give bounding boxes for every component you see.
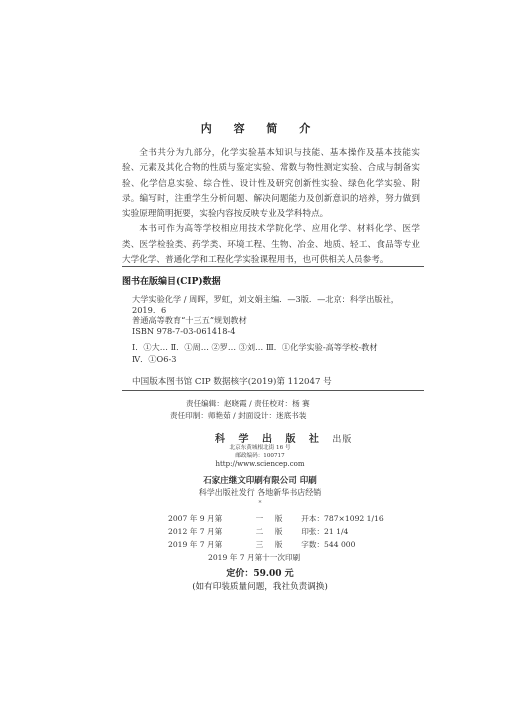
summary-paragraph: 全书共分为九部分，化学实验基本知识与技能、基本操作及基本技能实验、元素及其化合物的性质与鉴定实验、常数与物性测定实验、合成与制备实验、化学信息实验、综合性、设计性及研究创新性实验、绿色化学实验、附录。编写时，注重学生分析问题、解决问题能力及创新意识的培养，努力做到实验原理简明扼要，实验内容按反映专业及学科特点。: [122, 148, 420, 220]
edition-detail: 字数：544 000: [301, 540, 356, 549]
divider-top: [122, 266, 424, 267]
cip-line: 普通高等教育“十三五”规划教材: [132, 315, 247, 326]
edition-date: 2007 年 9 月第: [168, 514, 223, 523]
classification-line: Ⅰ．①大… Ⅱ．①周… ②罗… ③刘… Ⅲ．①化学实验-高等学校-教材: [132, 342, 378, 352]
divider-bottom: [122, 390, 424, 391]
edition-detail: 开本：787×1092 1/16: [301, 514, 384, 523]
publisher-zip: 邮政编码：100717: [235, 453, 285, 459]
summary-heading: 内 容 简 介: [200, 122, 320, 135]
distribution-line: 科学出版社发行 各地新华书店经销: [198, 488, 322, 497]
printing-line: 2019 年 7 月第十一次印刷: [208, 553, 301, 562]
cip-record: [132, 294, 422, 336]
summary-paragraph: 本书可作为高等学校相应用技术学院化学、应用化学、材料化学、医学类、医学检验类、药学类、环境工程、生物、冶金、地质、轻工、食品等专业大学化学、普通化学和工程化学实验课程用书，也可供相关人员参考。: [122, 224, 420, 266]
cip-line: 大学实验化学 / 周晖，罗虹，刘文娟主编．—3版．—北京：科学出版社，: [132, 294, 399, 304]
editor-credits: 责任编辑：赵晓霞 / 责任校对：杨 赛: [186, 399, 310, 408]
separator-star: *: [258, 500, 262, 507]
price: 定价：59.00 元: [226, 569, 294, 579]
edition-date: 2019 年 7 月第: [168, 540, 223, 549]
edition-date: 2012 年 7 月第: [168, 527, 223, 536]
edition-number: 三: [255, 540, 264, 549]
edition-kind: 版: [274, 527, 283, 536]
edition-detail: 印张：21 1/4: [301, 527, 349, 536]
edition-row: [168, 539, 355, 550]
summary-text: [122, 146, 420, 268]
cip-title: 图书在版编目(CIP)数据: [122, 277, 221, 287]
publisher-name-text: 科 学 出 版 社: [215, 434, 324, 445]
cip-line: ISBN 978-7-03-061418-4: [132, 325, 236, 336]
edition-row: [168, 513, 384, 524]
cip-classification: [132, 342, 424, 365]
cip-line: 2019．6: [132, 304, 167, 315]
edition-kind: 版: [274, 514, 283, 523]
printer-line: 石家庄继文印刷有限公司 印刷: [203, 476, 317, 486]
production-credits: 责任印制：师艳茹 / 封面设计：迷底书装: [170, 411, 307, 420]
cip-record-number: 中国版本图书馆 CIP 数据核字(2019)第 112047 号: [132, 377, 332, 387]
edition-kind: 版: [274, 540, 283, 549]
edition-row: [168, 526, 348, 537]
edition-number: 一: [255, 514, 264, 523]
classification-line: Ⅳ．①O6-3: [132, 353, 177, 364]
publisher-website: http://www.sciencep.com: [215, 460, 305, 468]
edition-number: 二: [255, 527, 264, 536]
quality-notice: (如有印装质量问题，我社负责调换): [192, 582, 328, 592]
publisher-suffix: 出版: [332, 435, 353, 445]
publisher-address: 北京东黄城根北街 16 号: [229, 445, 291, 451]
